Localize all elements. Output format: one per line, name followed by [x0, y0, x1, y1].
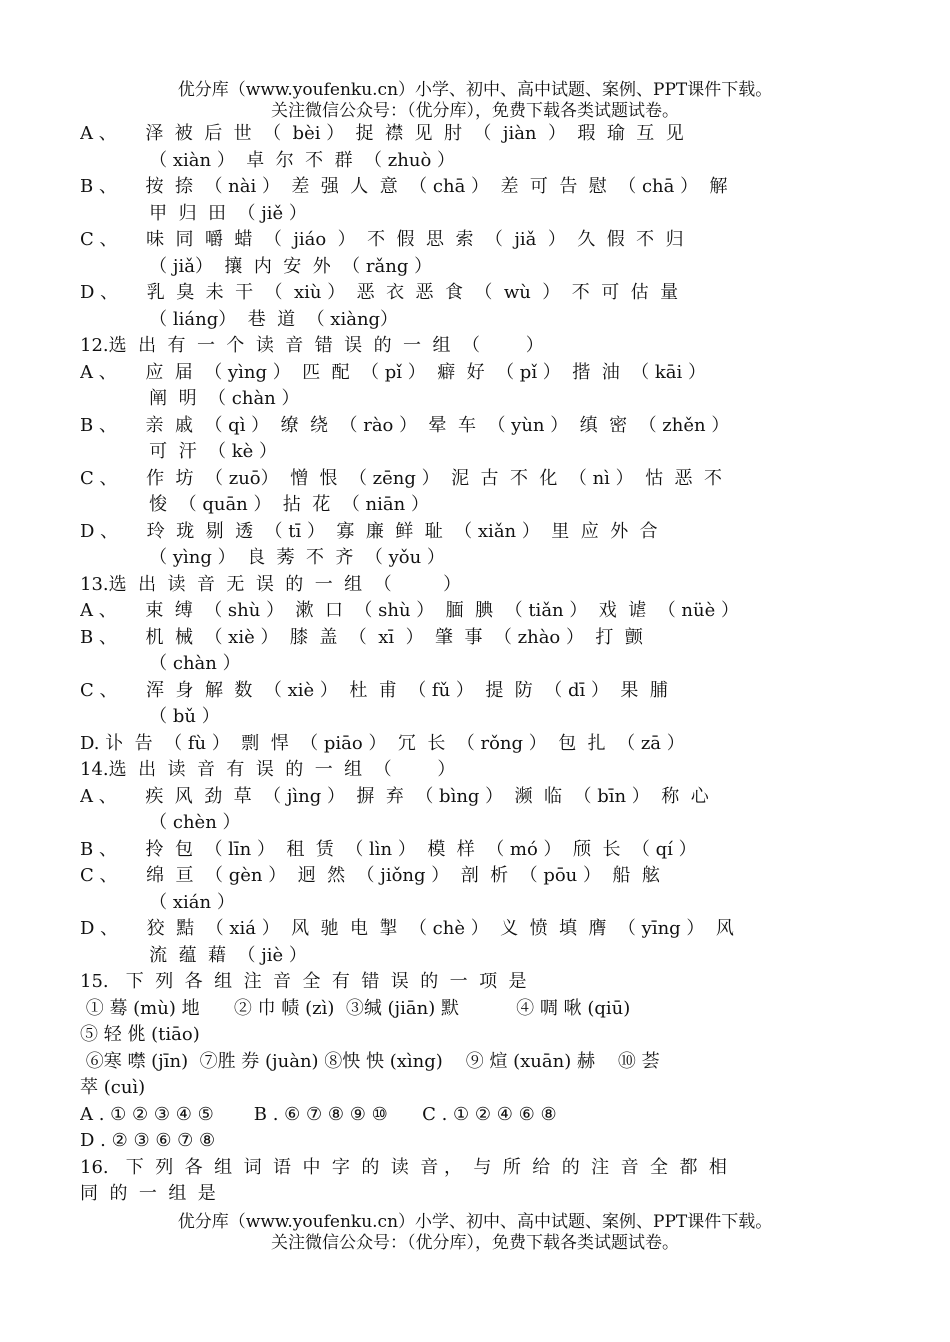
text-line: 同 的 一 组 是 [80, 1183, 216, 1204]
answer-options: D . ② ③ ⑥ ⑦ ⑧ [80, 1130, 216, 1151]
question-13-stem: 13.选 出 读 音 无 误 的 一 组 （ ） [80, 573, 462, 595]
text-line: （ xiàn ） 卓 尔 不 群 （ zhuò ） [132, 149, 456, 171]
header-line-1: 优分库（www.youfenku.cn）小学、初中、高中试题、案例、PPT课件下载。 [177, 80, 773, 100]
text-line: B 、 亲 戚 （ qì ） 缭 绕 （ rào ） 晕 车 （ yùn ） 缜 密 （ zhěn ） [80, 414, 730, 436]
text-line: ⑤ 轻 佻 (tiāo) [80, 1024, 200, 1045]
footer-line-2: 关注微信公众号：（优分库），免费下载各类试题试卷。 [271, 1233, 679, 1253]
text-line: C 、 绵 亘 （ gèn ） 迥 然 （ jiǒng ） 剖 析 （ pōu ） 船 舷 [80, 865, 660, 886]
text-line: （ chèn ） [132, 812, 241, 833]
page-footer [0, 1212, 950, 1254]
question-14-stem: 14.选 出 读 音 有 误 的 一 组 （ ） [80, 759, 456, 780]
text-line: A 、 疾 风 劲 草 （ jìng ） 摒 弃 （ bìng ） 濒 临 （ bīn ） 称 心 [80, 785, 709, 807]
text-line: （ liáng） 巷 道 （ xiàng） [132, 308, 399, 330]
text-line: A 、 泽 被 后 世 （ bèi ） 捉 襟 见 肘 （ jiàn ） 瑕 瑜 互 见 [80, 123, 684, 144]
text-line: ① 蓦 (mù) 地 ② 巾 帻 (zì) ③缄 (jiān) 默 ④ 啁 啾 (qiū) [80, 997, 631, 1019]
text-line: 甲 归 田 （ jiě ） [132, 202, 307, 224]
header-line-2: 关注微信公众号：（优分库），免费下载各类试题试卷。 [271, 101, 679, 121]
text-line: 流 蕴 藉 （ jiè ） [132, 944, 307, 966]
text-line: （ bǔ ） [132, 706, 220, 727]
text-line: 萃 (cuì) [80, 1077, 146, 1098]
text-line: 阐 明 （ chàn ） [132, 388, 300, 409]
text-line: D 、 狡 黠 （ xiá ） 风 驰 电 掣 （ chè ） 义 愤 填 膺 （ yīng ） 风 [80, 918, 734, 939]
text-line: 可 汗 （ kè ） [132, 441, 278, 462]
text-line: C 、 作 坊 （ zuō） 憎 恨 （ zēng ） 泥 古 不 化 （ nì ） 怙 恶 不 [80, 467, 722, 489]
text-line: D 、 玲 珑 剔 透 （ tī ） 寡 廉 鲜 耻 （ xiǎn ） 里 应 外 合 [80, 520, 658, 542]
text-line: D. 讣 告 （ fù ） 剽 悍 （ piāo ） 冗 长 （ rǒng ） 包 扎 （ zā ） [80, 732, 685, 754]
text-line: ⑥寒 噤 (jīn) ⑦胜 券 (juàn) ⑧怏 怏 (xìng) ⑨ 煊 (xuān) 赫 ⑩ 荟 [80, 1050, 660, 1072]
text-line: B 、 机 械 （ xiè ） 膝 盖 （ xī ） 肇 事 （ zhào ） 打 颤 [80, 626, 643, 648]
question-12-stem: 12.选 出 有 一 个 读 音 错 误 的 一 组 （ ） [80, 335, 544, 356]
text-line: D 、 乳 臭 未 干 （ xiù ） 恶 衣 恶 食 （ wù ） 不 可 估 量 [80, 282, 679, 303]
text-line: （ xián ） [132, 891, 235, 913]
question-15-stem: 15. 下 列 各 组 注 音 全 有 错 误 的 一 项 是 [80, 971, 527, 992]
text-line: （ jiǎ） 攘 内 安 外 （ rǎng ） [132, 255, 433, 277]
footer-line-1: 优分库（www.youfenku.cn）小学、初中、高中试题、案例、PPT课件下载。 [177, 1212, 773, 1232]
text-line: C 、 味 同 嚼 蜡 （ jiáo ） 不 假 思 索 （ jiǎ ） 久 假 不 归 [80, 229, 684, 250]
text-line: （ chàn ） [132, 653, 241, 674]
text-line: B 、 按 捺 （ nài ） 差 强 人 意 （ chā ） 差 可 告 慰 （ chā ） 解 [80, 176, 728, 197]
text-line: A 、 应 届 （ yìng ） 匹 配 （ pǐ ） 癖 好 （ pǐ ） 揩 油 （ kāi ） [80, 361, 706, 383]
question-body [80, 121, 860, 1208]
text-line: B 、 拎 包 （ līn ） 租 赁 （ lìn ） 模 样 （ mó ） 颀 长 （ qí ） [80, 838, 697, 860]
text-line: 悛 （ quān ） 拈 花 （ niān ） [132, 494, 429, 515]
text-line: C 、 浑 身 解 数 （ xiè ） 杜 甫 （ fǔ ） 提 防 （ dī ） 果 脯 [80, 679, 668, 701]
text-line: （ yìng ） 良 莠 不 齐 （ yǒu ） [132, 547, 445, 568]
text-line: A 、 束 缚 （ shù ） 漱 口 （ shù ） 腼 腆 （ tiǎn ） 戏 谑 （ nüè ） [80, 600, 739, 621]
question-16-stem: 16. 下 列 各 组 词 语 中 字 的 读 音 ， 与 所 给 的 注 音 全 都 相 [80, 1156, 727, 1178]
page-header [0, 80, 950, 122]
answer-options: A . ① ② ③ ④ ⑤ B . ⑥ ⑦ ⑧ ⑨ ⑩ C . ① ② ④ ⑥ ⑧ [80, 1103, 557, 1125]
